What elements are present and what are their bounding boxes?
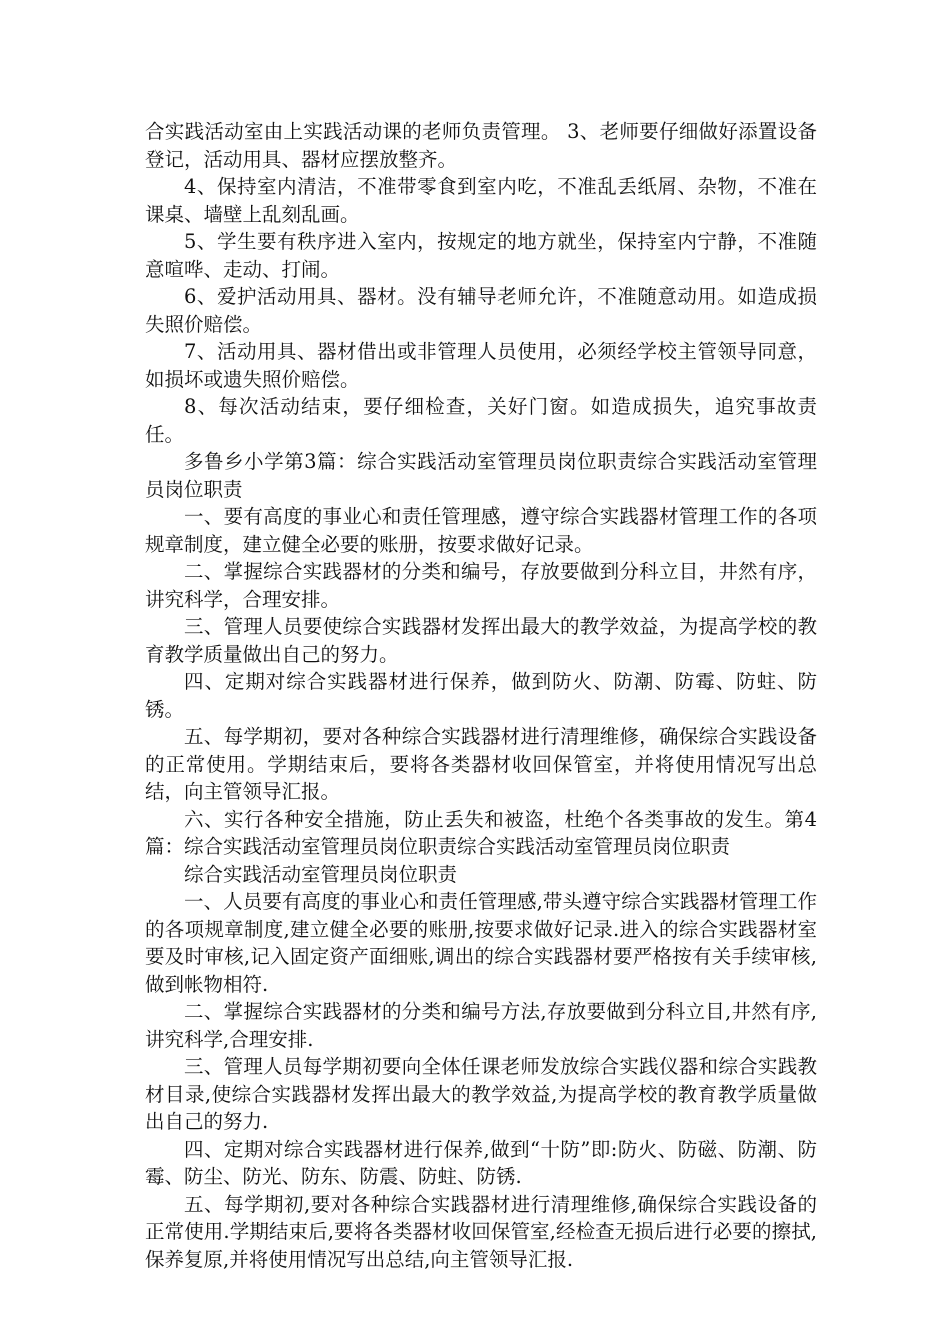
paragraph-2: 4、保持室内清洁，不准带零食到室内吃，不准乱丢纸屑、杂物，不准在课桌、墙壁上乱刻乱画。 [145, 175, 817, 226]
paragraph-8: 一、要有高度的事业心和责任管理感，遵守综合实践器材管理工作的各项规章制度，建立健全必要的账册，按要求做好记录。 [145, 505, 817, 556]
paragraph-5: 7、活动用具、器材借出或非管理人员使用，必须经学校主管领导同意，如损坏或遗失照价赔偿。 [145, 340, 817, 391]
paragraph-4: 6、爱护活动用具、器材。没有辅导老师允许，不准随意动用。如造成损失照价赔偿。 [145, 285, 817, 336]
paragraph-6: 8、每次活动结束，要仔细检查，关好门窗。如造成损失，追究事故责任。 [145, 395, 817, 446]
paragraph-15: 一、人员要有高度的事业心和责任管理感,带头遵守综合实践器材管理工作的各项规章制度,建立健全必要的账册,按要求做好记录.进入的综合实践器材室要及时审核,记入固定资产面细账,调出的综合实践器材要严格按有关手续审核,做到帐物相符. [145, 890, 817, 996]
paragraph-16: 二、掌握综合实践器材的分类和编号方法,存放要做到分科立目,井然有序,讲究科学,合理安排. [145, 1000, 817, 1051]
paragraph-3: 5、学生要有秩序进入室内，按规定的地方就坐，保持室内宁静，不准随意喧哗、走动、打闹。 [145, 230, 817, 281]
paragraph-11: 四、定期对综合实践器材进行保养，做到防火、防潮、防霉、防蛀、防锈。 [145, 670, 817, 721]
paragraph-13: 六、实行各种安全措施，防止丢失和被盗，杜绝个各类事故的发生。第4篇：综合实践活动室管理员岗位职责综合实践活动室管理员岗位职责 [145, 807, 817, 858]
section-heading-3: 多鲁乡小学第3篇：综合实践活动室管理员岗位职责综合实践活动室管理员岗位职责 [145, 450, 817, 501]
paragraph-12: 五、每学期初，要对各种综合实践器材进行清理维修，确保综合实践设备的正常使用。学期结束后，要将各类器材收回保管室，并将使用情况写出总结，向主管领导汇报。 [145, 725, 817, 803]
paragraph-17: 三、管理人员每学期初要向全体任课老师发放综合实践仪器和综合实践教材目录,使综合实践器材发挥出最大的教学效益,为提高学校的教育教学质量做出自己的努力. [145, 1055, 817, 1133]
section-heading-4: 综合实践活动室管理员岗位职责 [184, 862, 458, 886]
paragraph-18: 四、定期对综合实践器材进行保养,做到“十防”即:防火、防磁、防潮、防霉、防尘、防光、防东、防震、防蛀、防锈. [145, 1137, 817, 1188]
paragraph-1: 合实践活动室由上实践活动课的老师负责管理。 3、老师要仔细做好添置设备登记，活动用具、器材应摆放整齐。 [145, 120, 817, 171]
paragraph-19: 五、每学期初,要对各种综合实践器材进行清理维修,确保综合实践设备的正常使用.学期结束后,要将各类器材收回保管室,经检查无损后进行必要的擦拭,保养复原,并将使用情况写出总结,向主管领导汇报. [145, 1192, 817, 1271]
document-page [145, 118, 817, 1273]
paragraph-9: 二、掌握综合实践器材的分类和编号，存放要做到分科立目，井然有序，讲究科学，合理安排。 [145, 560, 817, 611]
paragraph-10: 三、管理人员要使综合实践器材发挥出最大的教学效益，为提高学校的教育教学质量做出自己的努力。 [145, 615, 817, 666]
